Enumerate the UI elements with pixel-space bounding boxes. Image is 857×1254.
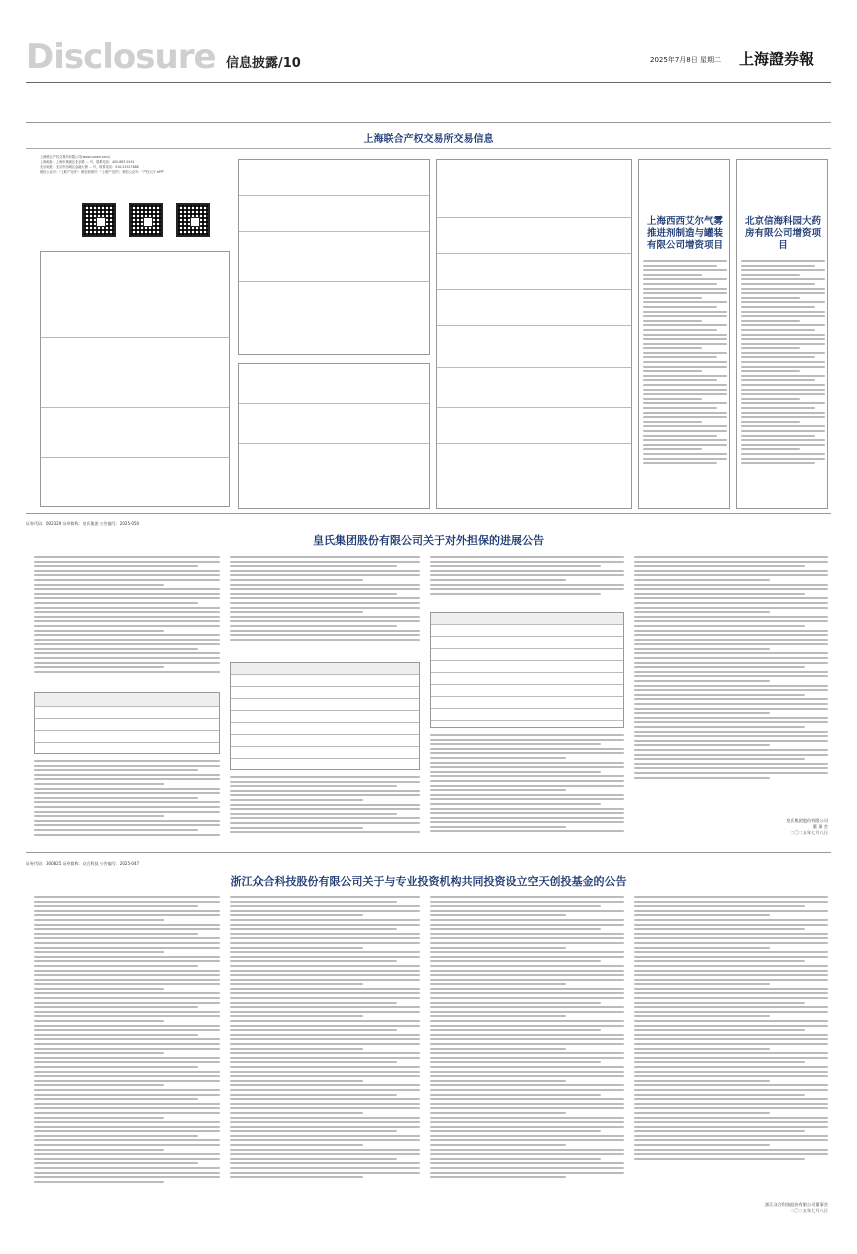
section-exchange-info — [26, 122, 831, 514]
signoff-company: 皇氏集团股份有限公司 — [786, 818, 828, 823]
fund-signoff-date: 二〇二五年七月八日 — [790, 1208, 828, 1213]
guarantee-col-3 — [430, 556, 624, 606]
contact-line: 北京地址：北京市西城区金融大街 ... 号，联系电话：010-51917888 — [40, 165, 139, 169]
masthead-rule — [26, 82, 831, 83]
guarantee-table-3 — [430, 612, 624, 728]
guarantee-code-line: 证券代码：002329 证券简称：皇氏集团 公告编号：2025-050 — [26, 521, 140, 526]
listing-table-middle-bottom — [238, 363, 430, 509]
signoff-date: 二〇二五年七月八日 — [790, 830, 828, 835]
masthead — [26, 34, 831, 82]
guarantee-col-1 — [34, 556, 220, 686]
section-cn-title — [226, 52, 301, 71]
guarantee-table-2 — [230, 662, 420, 770]
project-box-right — [736, 159, 828, 509]
fund-col-1 — [34, 896, 220, 1222]
guarantee-col-2 — [230, 556, 420, 656]
qr-code-1 — [82, 203, 116, 237]
guarantee-col-1-lower — [34, 760, 220, 846]
contact-line: 微信公众号："上联产交所"；微信视频号："上联产交所"；微信公众号："产权大厅 APP" — [40, 170, 165, 174]
contact-line: 上海联合产权交易所有限公司(www.suaee.com) — [40, 155, 110, 159]
qr-code-2 — [129, 203, 163, 237]
project-right-body — [741, 260, 825, 504]
fund-signoff-company: 浙江众合科技股份有限公司董事会 — [765, 1202, 828, 1207]
fund-title: 浙江众合科技股份有限公司关于与专业投资机构共同投资设立空天创投基金的公告 — [230, 875, 627, 888]
paper-name: 上海證券報 — [739, 50, 815, 68]
contact-line: 上海地址：上海市黄浦区北京路 ... 号，联系电话：400-883-9191 — [40, 160, 135, 164]
guarantee-col-2-lower — [230, 776, 420, 846]
exchange-title: 上海联合产权交易所交易信息 — [363, 134, 494, 145]
section-cn-label: 信息披露 — [226, 56, 279, 71]
section-guarantee — [26, 516, 831, 853]
project-right-title: 北京信海科园大药房有限公司增资项目 — [744, 216, 821, 251]
qr-code-3 — [176, 203, 210, 237]
guarantee-table-1 — [34, 692, 220, 754]
page-number: /10 — [278, 56, 301, 71]
project-left-title: 上海西西艾尔气雾推进剂制造与罐装有限公司增资项目 — [646, 216, 723, 251]
exchange-title-rule — [26, 148, 831, 149]
fund-code-line: 证券代码：300825 证券简称：众合科技 公告编号：2025-047 — [26, 861, 140, 866]
listing-table-right — [436, 159, 632, 509]
fund-col-3 — [430, 896, 624, 1222]
issue-date — [650, 55, 721, 65]
guarantee-title: 皇氏集团股份有限公司关于对外担保的进展公告 — [313, 534, 544, 547]
project-left-body — [643, 260, 727, 504]
guarantee-signoff — [634, 818, 828, 836]
section-en-title: Disclosure — [26, 37, 216, 77]
listing-table-middle-top — [238, 159, 430, 355]
fund-col-4 — [634, 896, 828, 1196]
date-text: 2025年7月8日 — [650, 56, 698, 64]
signoff-board: 董 事 会 — [812, 824, 828, 829]
fund-col-2 — [230, 896, 420, 1222]
weekday-text: 星期二 — [699, 56, 721, 64]
project-box-left — [638, 159, 730, 509]
exchange-contact-block — [40, 155, 230, 175]
section-fund — [26, 856, 831, 1228]
listing-table-left — [40, 251, 230, 507]
guarantee-col-4 — [634, 556, 828, 806]
guarantee-col-3-lower — [430, 734, 624, 846]
fund-signoff — [634, 1202, 828, 1214]
